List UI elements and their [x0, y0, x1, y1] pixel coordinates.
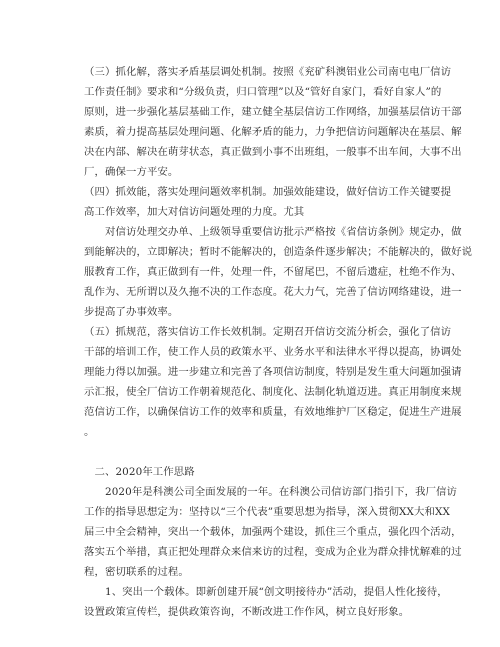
text-line: （四）抓效能，落实处理问题效率机制。加强效能建设，做好信访工作关键要提: [84, 186, 452, 198]
text-line: 程，密切联系的过程。: [84, 566, 189, 578]
text-line: 干部的培训工作，使工作人员的政策水平、业务水平和法律水平得以提高，协调处: [84, 346, 462, 358]
heading-text: 二、2020年工作思路: [84, 466, 195, 478]
text-line: 工作责任制》要求和“分级负责，归口管理”以及“管好自家门，看好自家人”的: [84, 86, 442, 98]
section-4-paragraph: [84, 182, 473, 322]
text-line: 。: [84, 426, 95, 438]
text-line: （三）抓化解，落实矛盾基层调处机制。按照《兖矿科澳铝业公司南屯电厂信访: [84, 66, 452, 78]
text-line: 厂，确保一方平安。: [84, 166, 179, 178]
text-line: 示汇报，使全厂信访工作朝着规范化、制度化、法制化轨道迈进。真正用制度来规: [84, 386, 462, 398]
text-line: 理能力得以加强。进一步建立和完善了各项信访制度，特别是发生重大问题加强请: [84, 366, 462, 378]
section-3-paragraph: [84, 62, 462, 182]
text-line: 落实五个举措，真正把处理群众来信来访的过程，变成为企业为群众排忧解难的过: [84, 546, 462, 558]
text-line: 设置政策宣传栏，提供政策咨询，不断改进工作作风，树立良好形象。: [84, 606, 410, 618]
text-line: 工作的指导思想定为：坚持以“三个代表”重要思想为指导，深入贯彻XX大和XX: [84, 506, 451, 518]
list-item-1: [84, 582, 448, 622]
paragraph-2020-overview: [84, 482, 462, 582]
section-heading-2020: [84, 462, 429, 482]
text-line: 范信访工作，以确保信访工作的效率和质量，有效地维护厂区稳定，促进生产进展: [84, 406, 462, 418]
text-line: 服教育工作，真正做到有一件，处理一件，不留尾巴，不留后遗症，杜绝不作为、: [84, 266, 462, 278]
text-line: 高工作效率，加大对信访问题处理的力度。尤其: [84, 206, 305, 218]
text-line: 届三中全会精神，突出一个载体，加强两个建设，抓住三个重点，强化四个活动，: [84, 526, 462, 538]
text-line: 素质，着力提高基层处理问题、化解矛盾的能力，力争把信访问题解决在基层、解: [84, 126, 462, 138]
text-line: （五）抓规范，落实信访工作长效机制。定期召开信访交流分析会，强化了信访: [84, 326, 452, 338]
section-5-paragraph: [84, 322, 462, 442]
text-line: 到能解决的，立即解决；暂时不能解决的，创造条件逐步解决；不能解决的，做好说: [84, 246, 473, 258]
text-line: 1、突出一个载体。即新创建开展“创文明接待办”活动，提倡人性化接待，: [84, 586, 448, 598]
text-line: 步提高了办事效率。: [84, 306, 179, 318]
text-line: 2020年是科澳公司全面发展的一年。在科澳公司信访部门指引下，我厂信访: [84, 486, 458, 498]
text-line: 决在内部、解决在萌芽状态，真正做到小事不出班组，一般事不出车间，大事不出: [84, 146, 462, 158]
text-line: 乱作为、无所谓以及久拖不决的工作态度。花大力气，完善了信访网络建设，进一: [84, 286, 462, 298]
text-line: 对信访处理交办单、上级领导重要信访批示严格按《省信访条例》规定办，做: [84, 226, 462, 238]
text-line: 原则，进一步强化基层基础工作，建立健全基层信访工作网络，加强基层信访干部: [84, 106, 462, 118]
